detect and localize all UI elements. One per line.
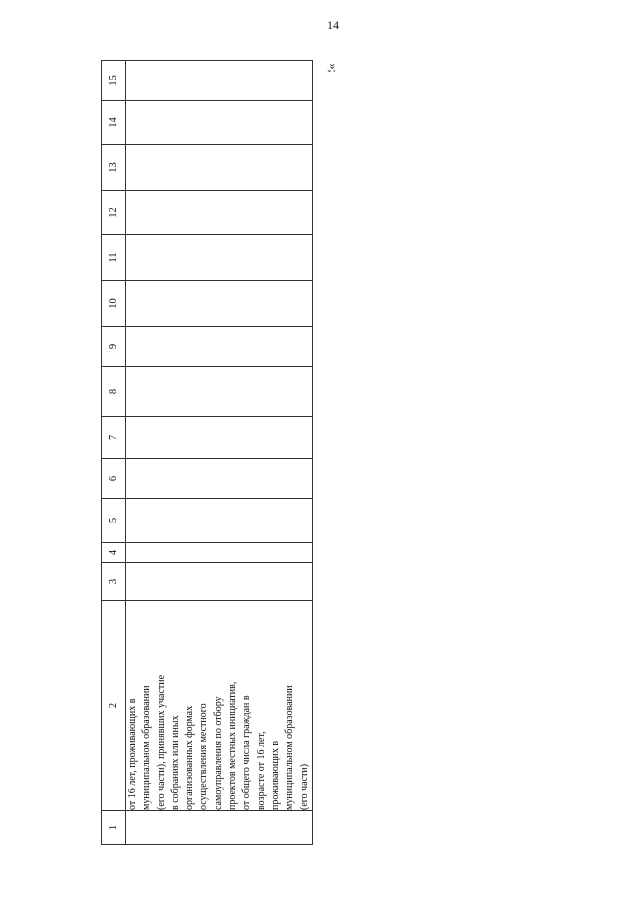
row-cell-8 [126,367,313,417]
header-cell-8: 8 [102,367,126,417]
header-cell-12: 12 [102,191,126,235]
row-cell-12 [126,191,313,235]
header-cell-5: 5 [102,499,126,543]
row-cell-10 [126,281,313,327]
header-cell-10: 10 [102,281,126,327]
row-cell-15 [126,61,313,101]
table-row [126,61,313,845]
header-cell-13: 13 [102,145,126,191]
row-cell-6 [126,459,313,499]
row-cell-13 [126,145,313,191]
row-cell-5 [126,499,313,543]
row-cell-3 [126,563,313,601]
header-cell-11: 11 [102,235,126,281]
header-row [102,61,126,845]
row-cell-9 [126,327,313,367]
header-cell-15: 15 [102,61,126,101]
header-cell-3: 3 [102,563,126,601]
indicator-description-cell: от 16 лет, проживающих в муниципальном образовании (его части), принявших участие в собраниях или иных организованных формах осуществления местного самоуправления по отбору проектов местных инициатив, от общего числа граждан в возрасте от 16 лет, проживающих в муниципальном образовании (его части) [126,601,313,811]
row-cell-1 [126,811,313,845]
indicator-table [101,60,313,845]
row-cell-11 [126,235,313,281]
header-cell-14: 14 [102,101,126,145]
closing-quote-mark: »; [326,63,341,73]
header-cell-7: 7 [102,417,126,459]
header-cell-2: 2 [102,601,126,811]
page-number: 14 [327,18,339,32]
row-cell-7 [126,417,313,459]
row-cell-14 [126,101,313,145]
header-cell-9: 9 [102,327,126,367]
header-cell-1: 1 [102,811,126,845]
header-cell-6: 6 [102,459,126,499]
row-cell-4 [126,543,313,563]
rotated-table-wrapper [101,61,310,845]
header-cell-4: 4 [102,543,126,563]
